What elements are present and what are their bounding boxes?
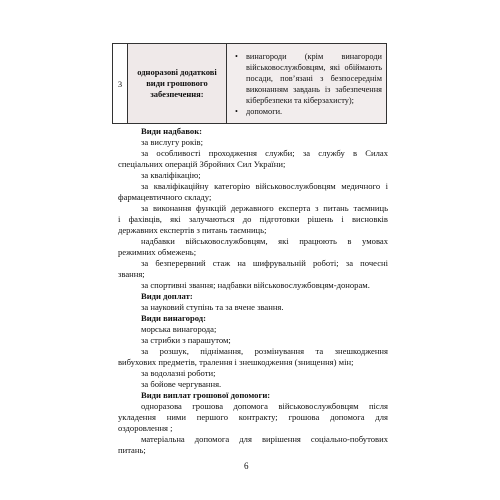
text-line: за розшук, піднімання, розмінування та знешкодження <box>141 346 388 356</box>
text-line: спеціальних операцій Збройних Сил України; <box>118 159 286 169</box>
row-number: 3 <box>113 44 128 124</box>
text-line: за кваліфікацію; <box>141 170 201 180</box>
text-line: за бойове чергування. <box>141 379 222 389</box>
text-line: матеріальна допомога для вирішення соціально-побутових <box>141 434 388 444</box>
text-line: за водолазні роботи; <box>141 368 216 378</box>
text-line: морська винагорода; <box>141 324 217 334</box>
list-item: • допомоги. <box>233 106 382 117</box>
text-line: за безперервний стаж на шифрувальній роботі; за почесні <box>141 258 388 268</box>
text-line: за науковий ступінь та за вчене звання. <box>141 302 284 312</box>
heading-allowances: Види надбавок: <box>141 126 203 136</box>
text-line: вибухових предметів, тралення і знешкодження (знищення) мін; <box>118 357 354 367</box>
heading-aid-payments: Види виплат грошової допомоги: <box>141 390 271 400</box>
text-line: за виконання функцій державного експерта з питань таємниць <box>141 203 388 213</box>
row-description <box>227 44 387 124</box>
table-row <box>113 44 387 124</box>
text-line: одноразова грошова допомога військовослужбовцям після <box>141 401 388 411</box>
text-line: за спортивні звання; надбавки військовослужбовцям-донорам. <box>141 280 370 290</box>
item-list <box>233 51 382 117</box>
text-line: питань; <box>118 445 146 455</box>
page-number: 6 <box>244 461 249 471</box>
text-line: укладення ними першого контракту; грошова допомога для <box>118 412 388 422</box>
heading-rewards: Види винагород: <box>141 313 206 323</box>
text-line: за кваліфікаційну категорію військовослужбовцям медичного і <box>141 181 388 191</box>
row-name: одноразові додаткові види грошового забезпечення: <box>128 44 227 124</box>
text-line: режимних обмежень; <box>118 247 197 257</box>
list-item: • винагороди (крім винагороди військовослужбовцям, які обіймають посади, пов’язані з безпосереднім виконанням завдань із забезпечення кібербезпеки та кіберзахисту); <box>233 51 382 106</box>
allowance-table <box>112 43 387 124</box>
text-line: фармацевтичного складу; <box>118 192 212 202</box>
text-line: за особливості проходження служби; за службу в Силах <box>141 148 388 158</box>
text-line: і фахівців, які залучаються до підготовки рішень і висновків <box>118 214 388 224</box>
heading-surcharges: Види доплат: <box>141 291 193 301</box>
text-line: за вислугу років; <box>141 137 203 147</box>
text-line: державних експертів з питань таємниць; <box>118 225 267 235</box>
text-line: оздоровлення ; <box>118 423 173 433</box>
text-line: надбавки військовослужбовцям, які працюють в умовах <box>141 236 388 246</box>
text-line: за стрибки з парашутом; <box>141 335 231 345</box>
text-line: звання; <box>118 269 145 279</box>
